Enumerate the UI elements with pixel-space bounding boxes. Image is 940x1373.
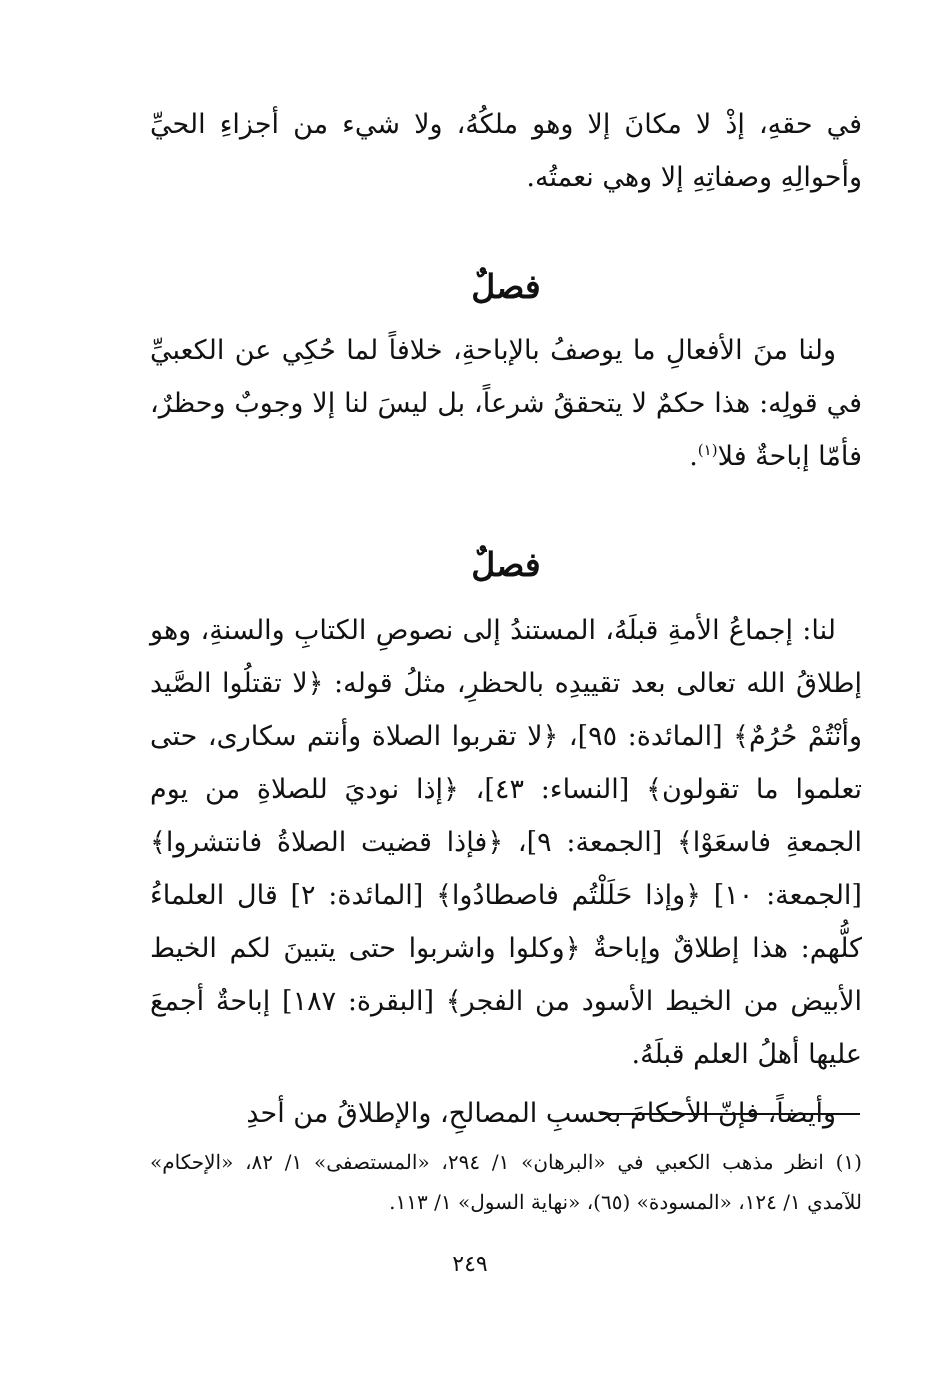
footnote-reference: (١) [697,441,718,459]
footnotes-block [150,1142,862,1222]
section-1-block [150,324,862,483]
footnote-separator-rule [600,1113,860,1115]
opening-paragraph-block [150,98,862,204]
section-1-paragraph [150,324,862,483]
section-heading-2: فصلٌ [471,545,541,584]
section-1-end: . [689,441,698,472]
page-number: ٢٤٩ [452,1252,488,1277]
section-heading-1: فصلٌ [471,267,541,306]
footnote-1: (١) انظر مذهب الكعبي في «البرهان» ١/ ٢٩٤، «المستصفى» ١/ ٨٢، «الإحكام» للآمدي ١/ ١٢٤، «المسودة» (٦٥)، «نهاية السول» ١/ ١١٣. [150,1150,862,1214]
section-2-paragraph-1: لنا: إجماعُ الأمةِ قبلَهُ، المستندُ إلى نصوصِ الكتابِ والسنةِ، وهو إطلاقُ الله تعالى بعد تقييدِه بالحظرِ، مثلُ قوله: ﴿لا تقتلُوا الصَّيد وأنْتُمْ حُرُمٌ﴾ [المائدة: ٩٥]، ﴿لا تقربوا الصلاة وأنتم سكارى، حتى تعلموا ما تقولون﴾ [النساء: ٤٣]، ﴿إذا نوديَ للصلاةِ من يوم الجمعةِ فاسعَوْا﴾ [الجمعة: ٩]، ﴿فإذا قضيت الصلاةُ فانتشروا﴾ [الجمعة: ١٠] ﴿وإذا حَلَلْتُم فاصطادُوا﴾ [المائدة: ٢] قال العلماءُ كلُّهم: هذا إطلاقٌ وإباحةٌ ﴿وكلوا واشربوا حتى يتبينَ لكم الخيط الأبيض من الخيط الأسود من الفجر﴾ [البقرة: ١٨٧] إباحةٌ أجمعَ عليها أهلُ العلم قبلَهُ. [150,615,863,1070]
section-1-text: ولنا منَ الأفعالِ ما يوصفُ بالإباحةِ، خلافاً لما حُكِي عن الكعبيِّ في قولِه: هذا حكمٌ لا يتحققُ شرعاً، بل ليسَ لنا إلا وجوبٌ وحظرٌ، فأمّا إباحةٌ فلا [150,335,862,472]
opening-paragraph: في حقهِ، إذْ لا مكانَ إلا وهو ملكُهُ، ولا شيء من أجزاءِ الحيِّ وأحوالِهِ وصفاتِهِ إلا وهي نعمتُه. [150,109,862,193]
section-2-block [150,604,862,1140]
section-2-paragraph-2: وأيضاً، فإنّ الأحكامَ بحسبِ المصالحِ، والإطلاقُ من أحدِ [246,1098,836,1129]
